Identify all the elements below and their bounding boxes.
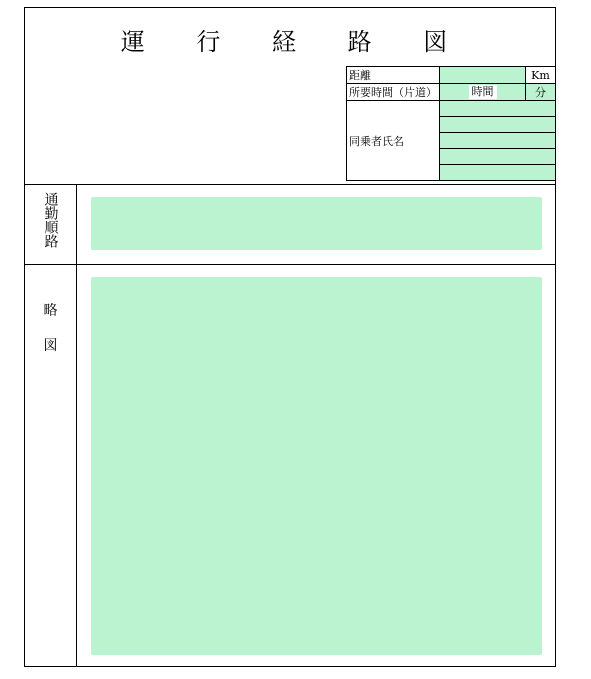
- passenger-field-5[interactable]: [440, 165, 556, 181]
- info-table: [346, 66, 556, 181]
- map-label-top: 略: [43, 303, 58, 319]
- map-drawing-area[interactable]: [91, 277, 542, 655]
- label-column-divider: [76, 184, 77, 667]
- divider-route: [25, 184, 555, 185]
- route-input-area[interactable]: [91, 197, 542, 250]
- passenger-field-4[interactable]: [440, 149, 556, 165]
- time-hours-label: 時間: [469, 85, 497, 99]
- passenger-field-2[interactable]: [440, 117, 556, 133]
- passengers-label: 同乗者氏名: [347, 101, 440, 181]
- route-label-box: [25, 192, 76, 252]
- distance-label: 距離: [347, 67, 440, 84]
- time-field[interactable]: [440, 84, 526, 101]
- distance-field[interactable]: [440, 67, 526, 84]
- divider-map: [25, 264, 555, 265]
- form-title: 運 行 経 路 図: [120, 28, 470, 56]
- route-label: 通勤順路: [42, 192, 59, 248]
- passenger-field-1[interactable]: [440, 101, 556, 117]
- passenger-field-3[interactable]: [440, 133, 556, 149]
- distance-unit: Km: [526, 67, 556, 84]
- route-form: [24, 7, 556, 667]
- map-label-bottom: 図: [43, 338, 58, 354]
- time-row: [347, 84, 556, 101]
- passenger-row: [347, 101, 556, 117]
- time-label: 所要時間（片道）: [347, 84, 440, 101]
- distance-row: [347, 67, 556, 84]
- time-minutes-unit: 分: [526, 84, 556, 101]
